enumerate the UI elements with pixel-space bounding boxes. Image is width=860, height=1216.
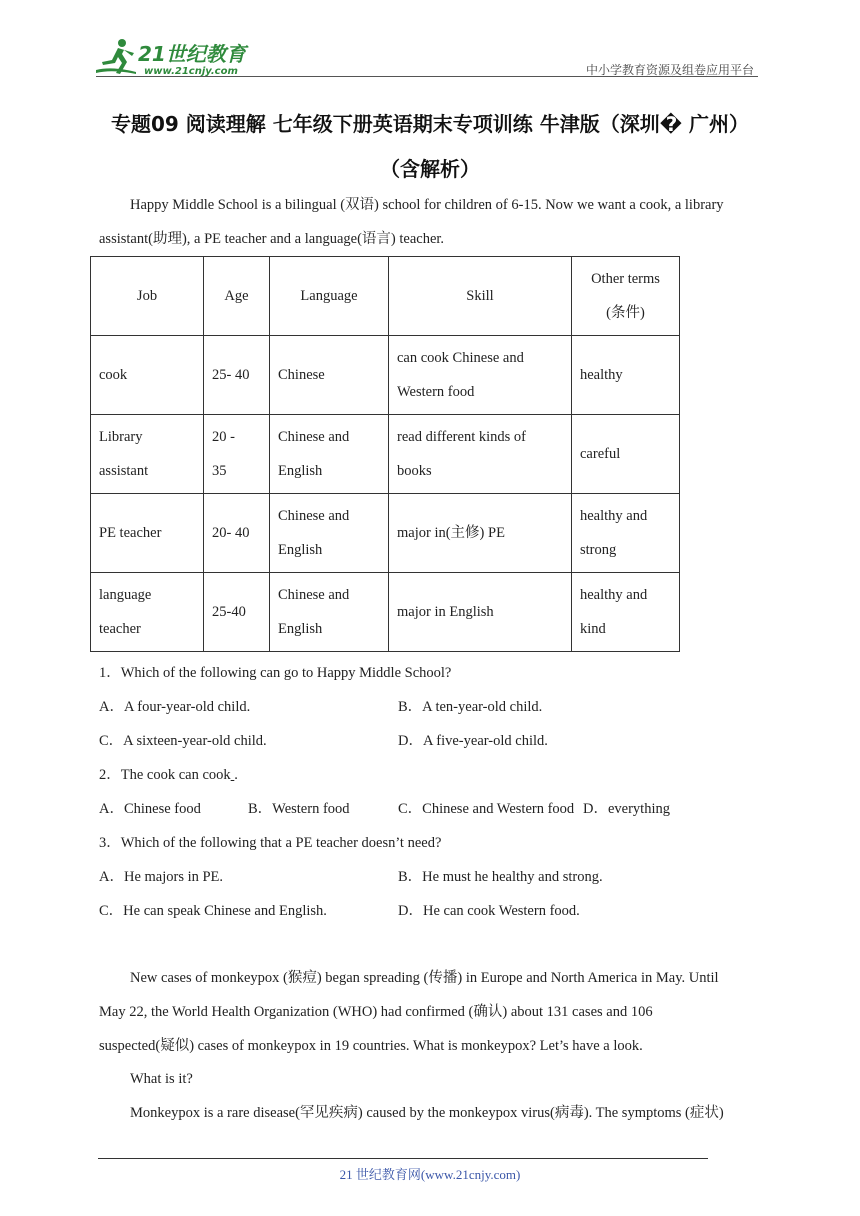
table-row [91,494,680,573]
logo-url: www.21cnjy.com [144,66,238,77]
q2-option-c: C．Chinese and Western food [398,801,575,817]
cell-job: language teacher [91,573,204,652]
cell-skill: major in(主修) PE [389,494,572,573]
cell-skill: can cook Chinese and Western food [389,336,572,415]
q1-option-d: D．A five-year-old child. [398,733,548,749]
site-logo [92,36,262,80]
q2-option-b: B．Western food [248,801,350,817]
logo-text: 21世纪教育 [138,42,246,66]
cell-other: healthy and strong [572,494,680,573]
runner-icon [96,39,136,74]
table-row [91,336,680,415]
passage2-subheading: What is it? [130,1071,193,1087]
question-1-stem: 1．Which of the following can go to Happy Middle School? [99,665,452,681]
cell-age: 20- 40 [204,494,270,573]
q1-option-a: A．A four-year-old child. [99,699,251,715]
q3-option-b: B．He must he healthy and strong. [398,869,603,885]
q2-option-d: D．everything [583,801,670,817]
table-row [91,415,680,494]
passage2-line2: May 22, the World Health Organization (WHO) had confirmed (确认) about 131 cases and 106 [99,1004,653,1020]
passage2-line3: suspected(疑似) cases of monkeypox in 19 countries. What is monkeypox? Let’s have a look. [99,1038,643,1054]
passage1-line2: assistant(助理), a PE teacher and a language(语言) teacher. [99,231,445,247]
cell-age: 20 - 35 [204,415,270,494]
header-platform-text: 中小学教育资源及组卷应用平台 [585,63,754,77]
cell-job: PE teacher [91,494,204,573]
passage2-line1: New cases of monkeypox (猴痘) began spreading (传播) in Europe and North America in May. Until [130,970,719,986]
cell-language: Chinese and English [270,415,389,494]
q1-option-c: C．A sixteen-year-old child. [99,733,267,749]
cell-job: cook [91,336,204,415]
header-language: Language [270,257,389,336]
q1-option-b: B．A ten-year-old child. [398,699,543,715]
header-divider [96,76,758,77]
q3-option-a: A．He majors in PE. [99,869,224,885]
header-job: Job [91,257,204,336]
q3-option-c: C．He can speak Chinese and English. [99,903,327,919]
page-title-sub: （含解析） [380,157,480,181]
cell-skill: major in English [389,573,572,652]
job-table [90,256,680,652]
cell-other: healthy and kind [572,573,680,652]
cell-other: careful [572,415,680,494]
table-header-row [91,257,680,336]
page-title: 专题09 阅读理解 七年级下册英语期末专项训练 牛津版（深圳� 广州） [111,112,749,136]
cell-language: Chinese [270,336,389,415]
cell-skill: read different kinds of books [389,415,572,494]
header-other-terms: Other terms (条件) [572,257,680,336]
passage2-line5: Monkeypox is a rare disease(罕见疾病) caused by the monkeypox virus(病毒). The symptoms (症状) [130,1105,724,1121]
question-3-stem: 3．Which of the following that a PE teacher doesn’t need? [99,835,442,851]
q3-option-d: D．He can cook Western food. [398,903,580,919]
header-skill: Skill [389,257,572,336]
footer-divider [98,1158,708,1159]
cell-language: Chinese and English [270,573,389,652]
table-row [91,573,680,652]
footer-link[interactable]: 21 世纪教育网(www.21cnjy.com) [339,1167,521,1182]
passage1-line1: Happy Middle School is a bilingual (双语) school for children of 6-15. Now we want a cook, a library [130,197,724,213]
cell-other: healthy [572,336,680,415]
header-age: Age [204,257,270,336]
cell-job: Library assistant [91,415,204,494]
cell-age: 25- 40 [204,336,270,415]
q2-option-a: A．Chinese food [99,801,201,817]
question-2-stem: 2．The cook can cook . [99,767,238,783]
cell-language: Chinese and English [270,494,389,573]
cell-age: 25-40 [204,573,270,652]
